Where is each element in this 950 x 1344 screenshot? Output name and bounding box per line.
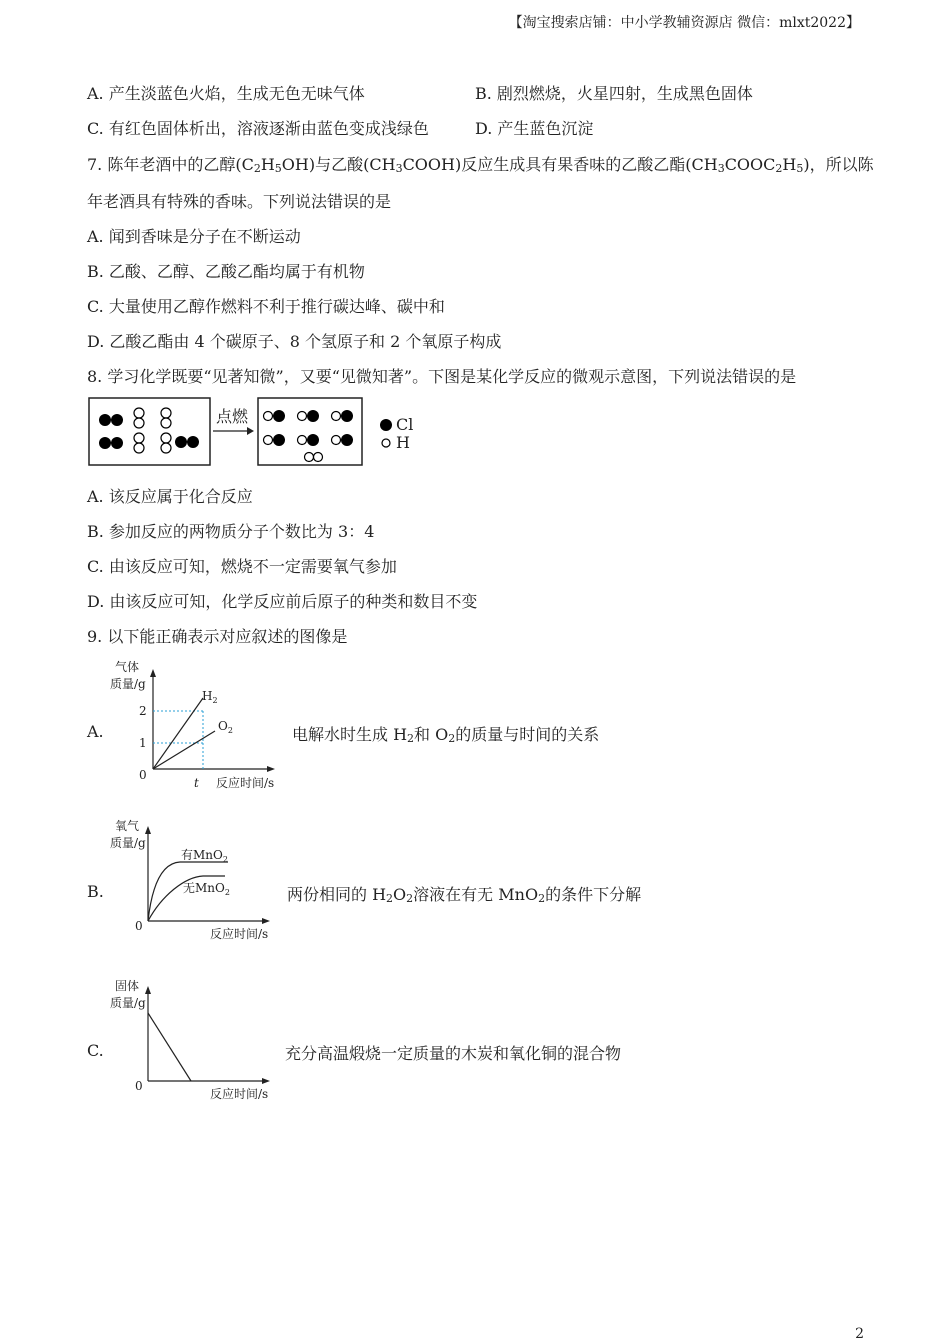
q9-stem: 9. 以下能正确表示对应叙述的图像是 <box>87 627 348 646</box>
q9-option-a-letter: A. <box>87 722 104 741</box>
chart-c-y-arrow <box>145 986 151 994</box>
chart-c-x-arrow <box>262 1078 270 1084</box>
q8-stem: 8. 学习化学既要“见著知微”，又要“见微知著”。下图是某化学反应的微观示意图，下列说法错误的是 <box>87 367 797 386</box>
chart-a-y-arrow <box>150 669 156 677</box>
chart-c-xlabel: 反应时间/s <box>210 1087 269 1101</box>
chart-c-origin: 0 <box>135 1079 143 1093</box>
reaction-diagram <box>86 394 426 470</box>
chart-c-ylabel-1: 固体 <box>115 979 140 993</box>
reactant-cl2-molecule <box>99 414 123 426</box>
product-hcl-molecule <box>332 410 354 422</box>
chart-b-y-arrow <box>145 826 151 834</box>
q9-option-c-letter: C. <box>87 1041 104 1060</box>
q8-option-b: B. 参加反应的两物质分子个数比为 3：4 <box>87 522 375 541</box>
leftover-h2-molecule <box>305 453 323 462</box>
q7-option-c: C. 大量使用乙醇作燃料不利于推行碳达峰、碳中和 <box>87 297 445 316</box>
q8-option-d: D. 由该反应可知，化学反应前后原子的种类和数目不变 <box>87 592 478 611</box>
q9-option-b-desc: 两份相同的 H2O2溶液在有无 MnO2的条件下分解 <box>287 885 642 905</box>
chart-c-line-solid-mass <box>148 1013 191 1081</box>
q8-option-a: A. 该反应属于化合反应 <box>87 487 253 506</box>
q7-option-a: A. 闻到香味是分子在不断运动 <box>87 227 301 246</box>
legend-cl-marker <box>380 419 392 431</box>
reactant-h2-molecule <box>161 408 171 428</box>
product-hcl-molecule <box>332 434 354 446</box>
chart-a-ylabel-1: 气体 <box>115 660 140 674</box>
chart-b-x-arrow <box>262 918 270 924</box>
reactant-cl2-molecule <box>99 437 123 449</box>
q7-stem-line2: 年老酒具有特殊的香味。下列说法错误的是 <box>87 192 392 211</box>
legend-h-label: H <box>396 433 410 452</box>
chart-c-ylabel-2: 质量/g <box>110 996 146 1010</box>
chart-a <box>100 656 290 796</box>
q6-option-a: A. 产生淡蓝色火焰，生成无色无味气体 <box>87 84 365 103</box>
legend-h-marker <box>382 439 390 447</box>
q7-option-d: D. 乙酸乙酯由 4 个碳原子、8 个氢原子和 2 个氧原子构成 <box>87 332 502 351</box>
page-number: 2 <box>855 1326 864 1342</box>
chart-a-x-arrow <box>267 766 275 772</box>
chart-a-line-o2 <box>153 731 215 769</box>
chart-a-tick-2: 2 <box>139 704 147 718</box>
chart-a-origin: 0 <box>139 768 147 782</box>
q7-option-b: B. 乙酸、乙醇、乙酸乙酯均属于有机物 <box>87 262 365 281</box>
chart-c <box>100 975 290 1105</box>
reactants-box <box>89 398 210 465</box>
q9-option-c-desc: 充分高温煅烧一定质量的木炭和氧化铜的混合物 <box>285 1044 622 1063</box>
arrow-head <box>247 427 254 435</box>
product-hcl-molecule <box>264 410 286 422</box>
q6-option-c: C. 有红色固体析出，溶液逐渐由蓝色变成浅绿色 <box>87 119 429 138</box>
arrow-label: 点燃 <box>216 407 249 426</box>
product-hcl-molecule <box>298 410 320 422</box>
chart-b-origin: 0 <box>135 919 143 933</box>
q9-option-a-desc: 电解水时生成 H2和 O2的质量与时间的关系 <box>292 725 600 745</box>
reactant-cl2-molecule <box>175 436 199 448</box>
reactant-h2-molecule <box>134 408 144 428</box>
q8-option-c: C. 由该反应可知，燃烧不一定需要氧气参加 <box>87 557 397 576</box>
chart-a-label-h2: $H_2$ <box>202 689 218 705</box>
chart-a-ylabel-2: 质量/g <box>110 677 146 691</box>
chart-b-ylabel-1: 氧气 <box>115 819 140 833</box>
chart-a-line-h2 <box>153 698 203 769</box>
chart-b <box>100 815 290 945</box>
chart-a-tick-1: 1 <box>139 736 147 750</box>
chart-a-label-o2: $O_2$ <box>218 719 233 735</box>
q9-option-b-letter: B. <box>87 882 104 901</box>
q6-option-b: B. 剧烈燃烧，火星四射，生成黑色固体 <box>475 84 753 103</box>
chart-b-xlabel: 反应时间/s <box>210 927 269 941</box>
page-header: 【淘宝搜索店铺：中小学教辅资源店 微信：mlxt2022】 <box>508 15 860 31</box>
q7-stem: 7. 陈年老酒中的乙醇(C2H5OH)与乙酸(CH3COOH)反应生成具有果香味的乙酸乙酯(CH3COOC2H5)，所以陈 <box>87 155 874 175</box>
q6-option-d: D. 产生蓝色沉淀 <box>475 119 594 138</box>
reactant-h2-molecule <box>134 433 144 453</box>
legend-cl-label: Cl <box>396 415 414 434</box>
chart-a-xlabel: 反应时间/s <box>216 776 275 790</box>
chart-a-tick-t: t <box>194 776 199 790</box>
chart-b-ylabel-2: 质量/g <box>110 836 146 850</box>
product-hcl-molecule <box>264 434 286 446</box>
reactant-h2-molecule <box>161 433 171 453</box>
chart-b-label-with: 有MnO$_2$ <box>181 848 228 864</box>
product-hcl-molecule <box>298 434 320 446</box>
chart-b-label-without: 无MnO$_2$ <box>183 881 230 897</box>
